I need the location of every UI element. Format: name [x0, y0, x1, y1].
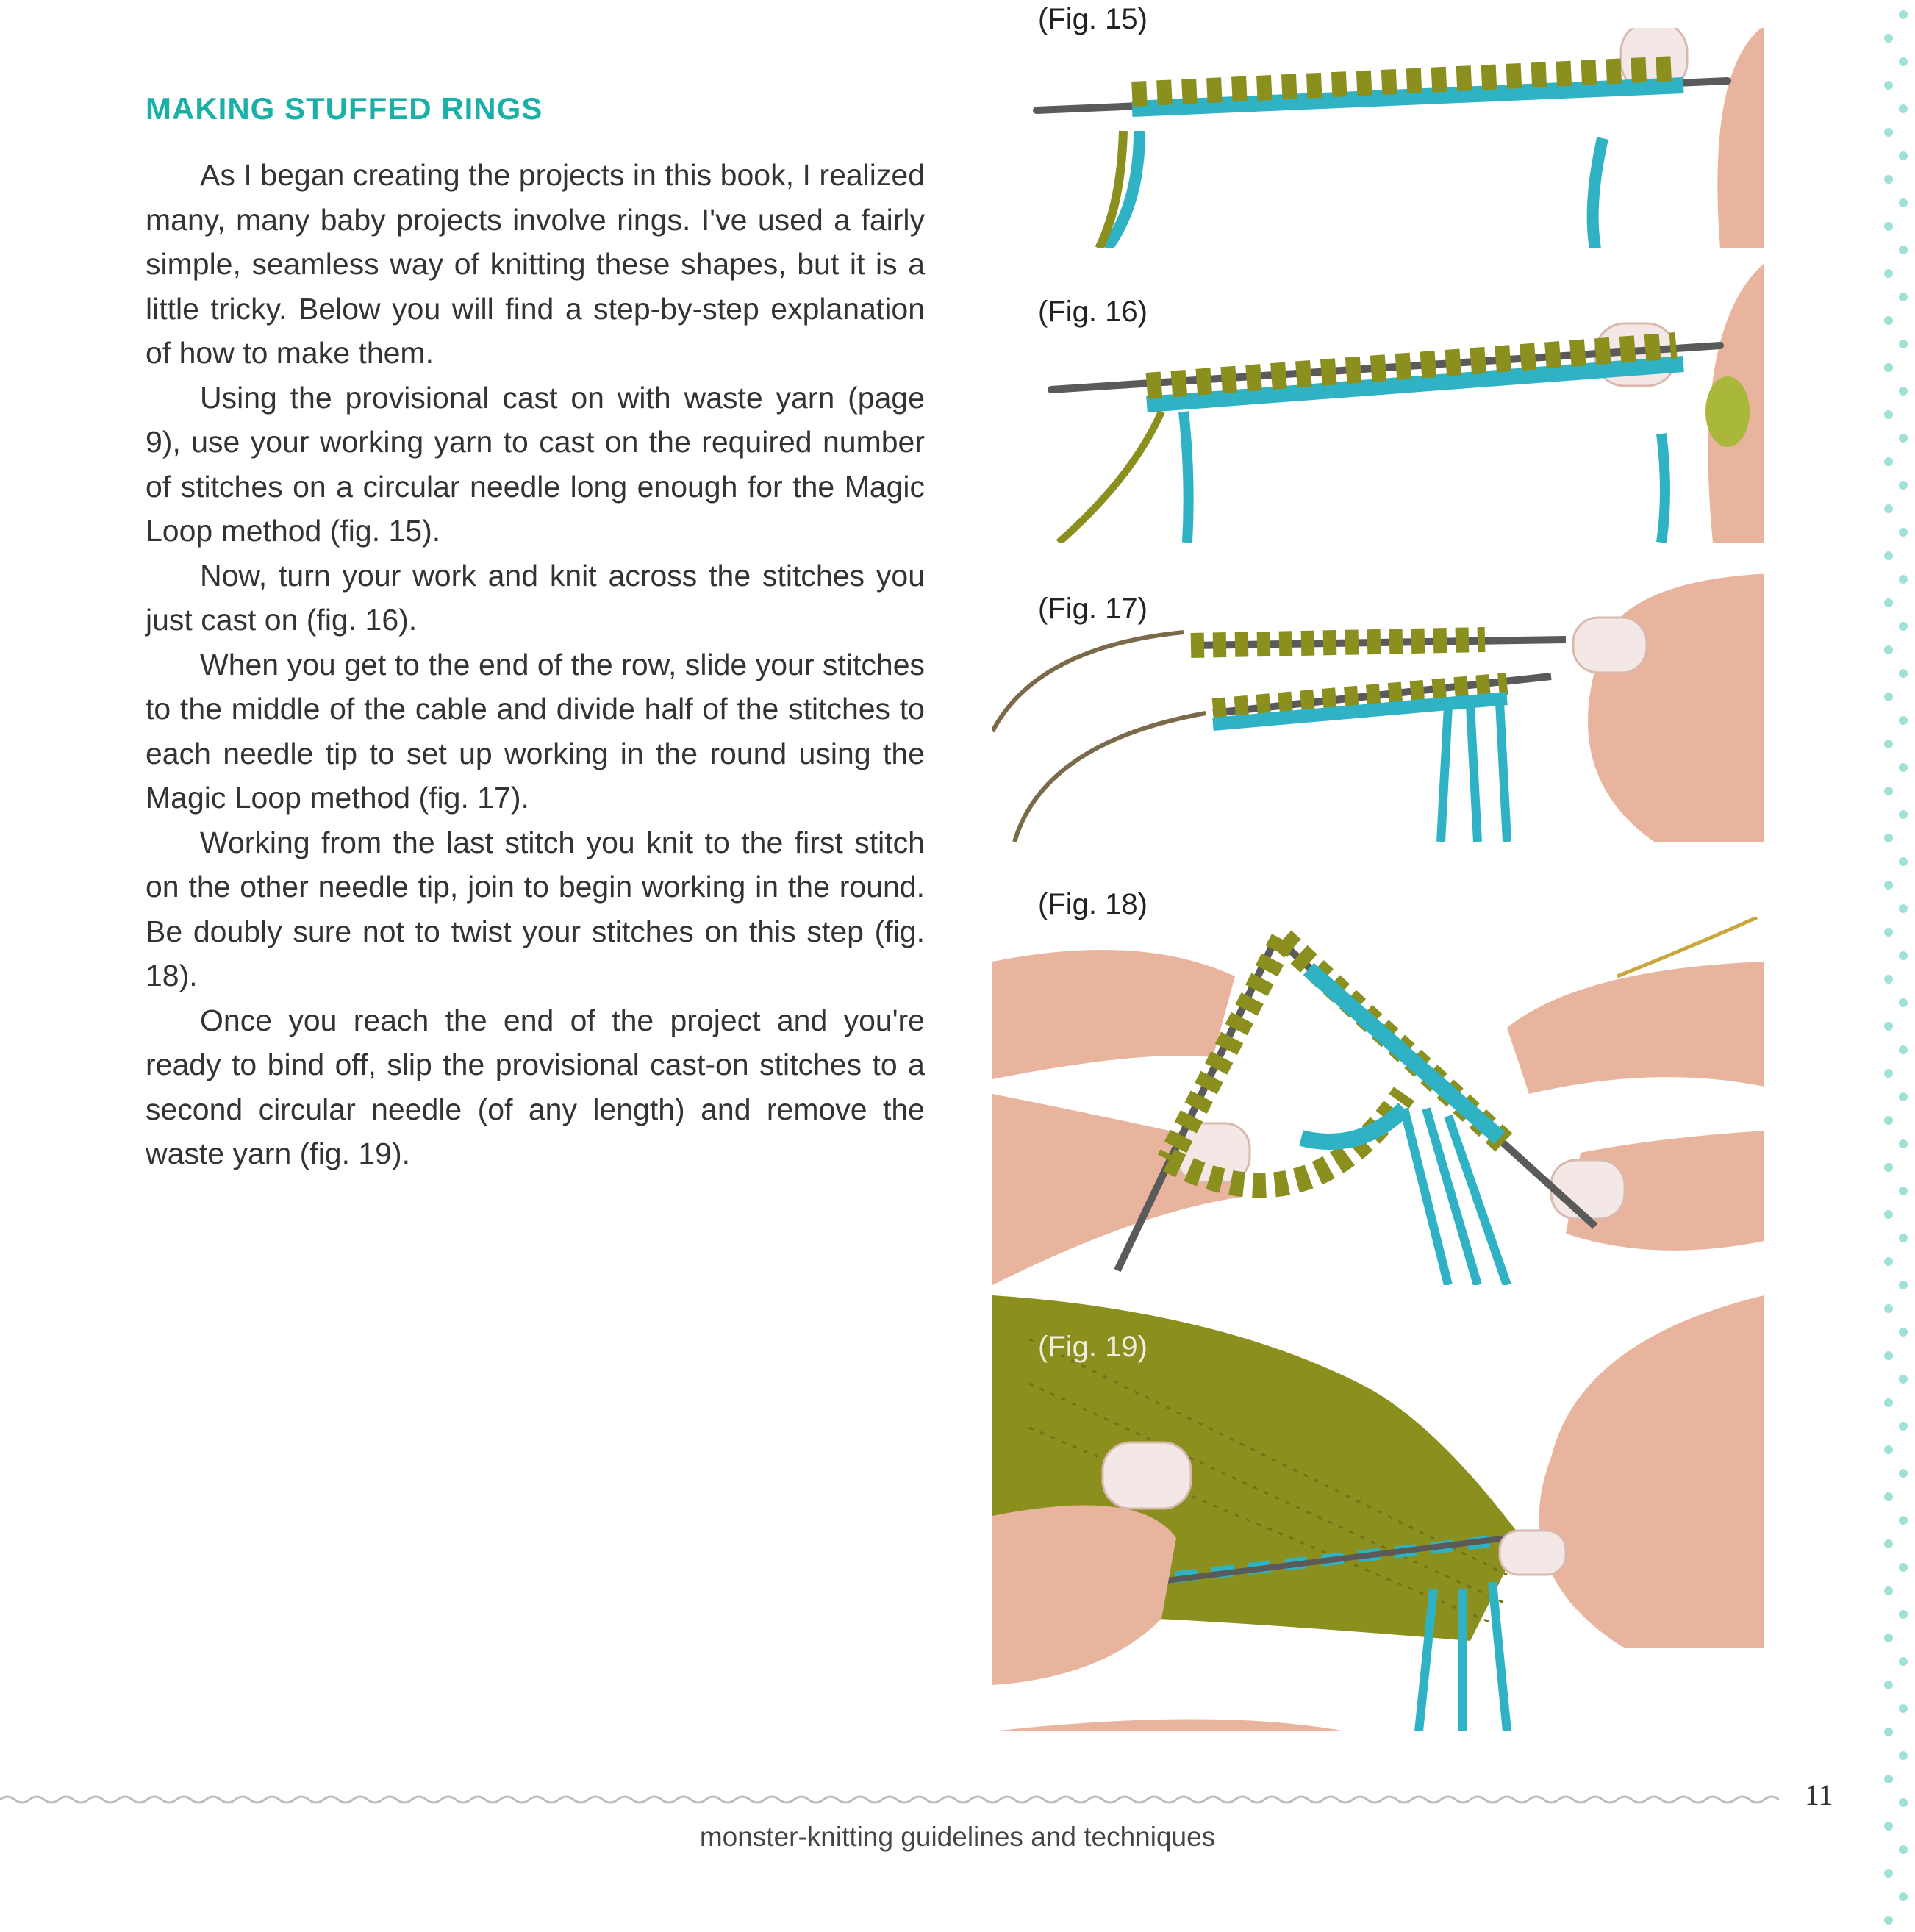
page-number: 11 [1805, 1778, 1833, 1811]
paragraph-bind-off: Once you reach the end of the project and you're ready to bind off, slip the provisional cast-on stitches to a second circular needle (of any length) and remove the waste yarn (fig. 19). [146, 1003, 925, 1170]
border-dot [1899, 528, 1908, 537]
border-dot [1884, 457, 1893, 466]
border-dot [1899, 1798, 1908, 1807]
border-dot [1884, 1210, 1893, 1219]
figure-18-caption: (Fig. 18) [1038, 888, 1148, 920]
border-dot [1899, 1704, 1908, 1713]
border-dot [1884, 1445, 1893, 1454]
border-dot [1899, 1469, 1908, 1478]
fingernail [1103, 1442, 1191, 1509]
paragraph-intro: As I began creating the projects in this book, I realized many, many baby projects involve rings. I've used a fairly simple, seamless way of knitting these shapes, but it is a little tricky. Below you will find a step-by-step explanation of how to make them. [146, 158, 925, 370]
figure-16-caption: (Fig. 16) [1038, 296, 1148, 328]
border-dot [1884, 222, 1893, 231]
border-dot [1884, 1775, 1893, 1783]
border-dot [1884, 1163, 1893, 1172]
border-dot [1899, 1234, 1908, 1242]
border-dot [1899, 763, 1908, 772]
hand [1588, 573, 1764, 842]
border-dot [1899, 340, 1908, 348]
cable [1014, 713, 1206, 842]
border-dot [1899, 387, 1908, 396]
border-dot [1899, 1281, 1908, 1289]
border-dot [1884, 128, 1893, 137]
border-dot [1884, 1022, 1893, 1031]
border-dot [1884, 1634, 1893, 1642]
thumb-spot [1705, 376, 1750, 447]
figure-18-photo [992, 917, 1764, 1285]
figure-16-photo [1029, 257, 1764, 543]
border-dot [1899, 10, 1908, 19]
border-dot [1884, 740, 1893, 748]
hand [1717, 28, 1764, 248]
border-dot [1899, 716, 1908, 725]
border-dot [1899, 622, 1908, 631]
fingernail [1573, 618, 1647, 673]
border-dot [1899, 857, 1908, 866]
figure-17-caption: (Fig. 17) [1038, 593, 1148, 625]
border-dot [1899, 1751, 1908, 1760]
working-yarn-tail [1059, 412, 1161, 543]
border-dot [1899, 998, 1908, 1007]
border-dot [1884, 34, 1893, 43]
wavy-divider [0, 1792, 1779, 1807]
border-dot [1899, 1422, 1908, 1431]
border-dot [1884, 551, 1893, 560]
border-dot [1899, 434, 1908, 443]
border-dot [1899, 904, 1908, 913]
border-dot [1884, 787, 1893, 795]
border-dot [1884, 645, 1893, 654]
figure-19-caption: (Fig. 19) [1038, 1331, 1148, 1363]
hand-bottom [992, 1720, 1345, 1732]
border-dot [1884, 1069, 1893, 1078]
border-dot [1899, 293, 1908, 301]
fingernail [1500, 1531, 1566, 1575]
border-dot [1884, 410, 1893, 419]
border-dot [1884, 1681, 1893, 1689]
hand-left-upper [992, 950, 1235, 1079]
border-dot [1899, 1375, 1908, 1384]
border-dot [1899, 575, 1908, 584]
figure-17-photo [992, 559, 1764, 842]
border-dot [1884, 363, 1893, 372]
border-dot [1884, 975, 1893, 984]
body-text [146, 153, 925, 1176]
paragraph-knit-across: Now, turn your work and knit across the stitches you just cast on (fig. 16). [146, 558, 925, 637]
dotted-border [1878, 0, 1915, 1932]
border-dot [1899, 104, 1908, 113]
border-dot [1884, 834, 1893, 842]
border-dot [1884, 269, 1893, 278]
border-dot [1899, 246, 1908, 254]
hand-right-upper [1507, 962, 1764, 1094]
border-dot [1884, 1351, 1893, 1360]
waste-yarn-tail [1593, 138, 1603, 248]
border-dot [1899, 481, 1908, 490]
waste-yarn-tails [1419, 1582, 1507, 1731]
figure-15-caption: (Fig. 15) [1038, 3, 1148, 35]
border-dot [1899, 1610, 1908, 1619]
border-dot [1884, 1822, 1893, 1831]
border-dot [1884, 693, 1893, 701]
border-dot [1884, 1116, 1893, 1125]
figure-15-photo [1029, 28, 1764, 248]
border-dot [1884, 1869, 1893, 1878]
border-dot [1884, 1257, 1893, 1266]
running-footer: monster-knitting guidelines and techniques [699, 1822, 1216, 1852]
border-dot [1884, 1492, 1893, 1501]
border-dot [1884, 1916, 1893, 1925]
border-dot [1884, 928, 1893, 937]
paragraph-magic-loop: When you get to the end of the row, slide your stitches to the middle of the cable and divide half of the stitches to each needle tip to set up working in the round using the Magic Loop method (fig. 17). [146, 647, 925, 815]
border-dot [1884, 175, 1893, 184]
cable [992, 632, 1184, 731]
hand-right [1539, 1295, 1764, 1648]
border-dot [1884, 81, 1893, 90]
border-dot [1899, 669, 1908, 678]
border-dot [1884, 316, 1893, 325]
border-dot [1899, 1045, 1908, 1054]
border-dot [1899, 1516, 1908, 1525]
border-dot [1884, 1728, 1893, 1736]
border-dot [1899, 1892, 1908, 1901]
border-dot [1899, 57, 1908, 66]
border-dot [1884, 1398, 1893, 1407]
border-dot [1884, 598, 1893, 607]
border-dot [1899, 198, 1908, 207]
waste-yarn [1301, 969, 1500, 1142]
border-dot [1884, 1586, 1893, 1595]
paragraph-cast-on: Using the provisional cast on with waste yarn (page 9), use your working yarn to cast on the required number of stitches on a circular needle long enough for the Magic Loop method (fig. 15). [146, 380, 925, 548]
border-dot [1899, 1092, 1908, 1101]
border-dot [1899, 951, 1908, 960]
border-dot [1884, 504, 1893, 513]
section-heading: MAKING STUFFED RINGS [146, 91, 543, 126]
border-dot [1899, 1563, 1908, 1572]
waste-yarn-tail [1184, 412, 1189, 543]
waste-yarn-tails [1441, 702, 1507, 842]
border-dot [1884, 1304, 1893, 1313]
border-dot [1899, 1139, 1908, 1148]
border-dot [1899, 1657, 1908, 1666]
border-dot [1884, 1539, 1893, 1548]
border-dot [1899, 1328, 1908, 1337]
waste-yarn-tail [1661, 434, 1665, 543]
border-dot [1899, 1845, 1908, 1854]
hand-left [992, 1505, 1176, 1685]
fingernail [1551, 1160, 1625, 1219]
paragraph-join-round: Working from the last stitch you knit to the first stitch on the other needle tip, join to begin working in the round. Be doubly sure not to twist your stitches on this step (fig. 18). [146, 825, 925, 992]
border-dot [1899, 151, 1908, 160]
border-dot [1884, 881, 1893, 890]
border-dot [1899, 1187, 1908, 1195]
border-dot [1899, 810, 1908, 819]
